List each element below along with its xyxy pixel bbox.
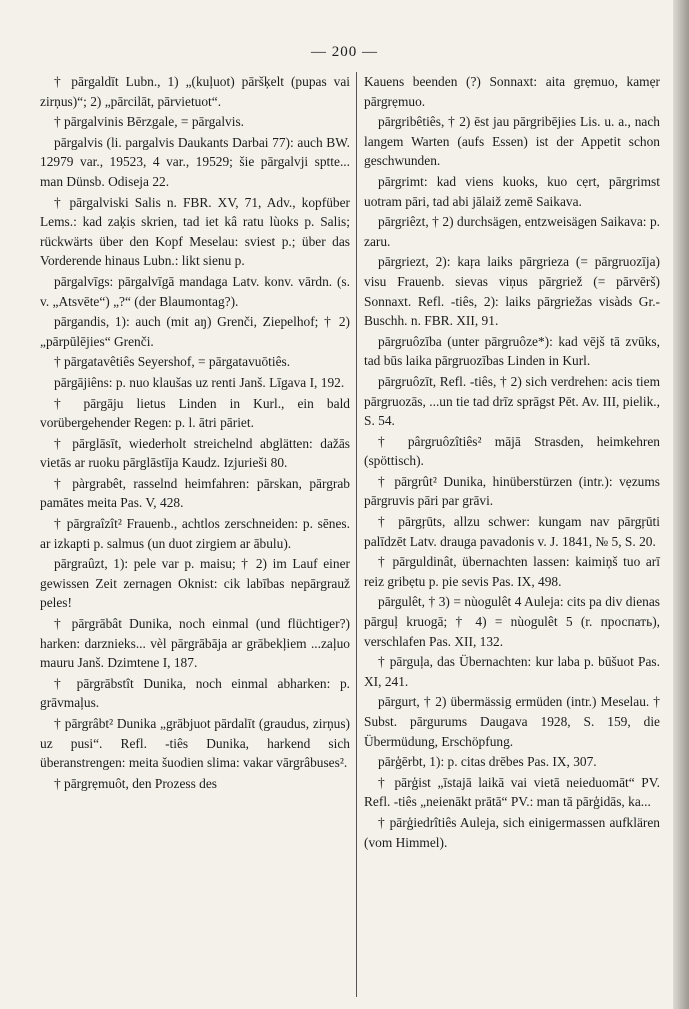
dictionary-entry: † pārgalviski Salis n. FBR. XV, 71, Adv., kopfüber Lems.: kad zaķis skrien, tad iet kâ ratu lùoks p. Salis; rückwärts über den Kopf Meselau: sviest p.; über das Vorderende hinaus Lubn.: likt sienu p. [40, 194, 350, 269]
dictionary-entry: † pārgrābât Dunika, noch einmal (und flüchtiger?) harken: darznieks... vèl pārgrābāja ar grābekļiem ...zaļuo mauru Janš. Dzimtene I, 187. [40, 616, 350, 671]
dictionary-entry: pārgruôzīt, Refl. -tiês, † 2) sich verdrehen: acis tiem pārgruozās, ...un tie tad drīz sprāgst Pēt. Av. III, pielik., S. 54. [364, 373, 660, 429]
right-column [364, 72, 660, 853]
dictionary-entry: † pārgāju lietus Linden in Kurl., ein bald vorübergehender Regen: p. l. ātri pāriet. [40, 395, 350, 431]
column-divider [356, 72, 357, 997]
dictionary-entry: pārgalvīgs: pārgalvīgā mandaga Latv. konv. vārdn. (s. v. „Atsvēte“) „?“ (der Blaumontag?). [40, 273, 350, 309]
dictionary-entry: pārgraûzt, 1): pele var p. maisu; † 2) im Lauf einer gewissen Zeit zernagen Oknist: cik labības nepārgrauž peles! [40, 556, 350, 611]
dictionary-entry: † pārģist „īstajā laikā vai vietā neieduomāt“ PV. Refl. -tiês „neienākt prātā“ PV.: man tā pārģidās, ka... [364, 774, 660, 810]
dictionary-entry: pārgulêt, † 3) = nùogulêt 4 Auleja: cits pa div dienas pārguļ kruogā; † 4) = nùogulêt 5 (r. проспать), verschlafen Pas. XII, 132. [364, 594, 660, 649]
dictionary-entry: pārgājiêns: p. nuo klaušas uz renti Janš. Līgava I, 192. [54, 374, 345, 390]
dictionary-entry: † pārgaldīt Lubn., 1) „(kuļuot) pāršķelt (pupas vai zirņus)“; 2) „pārcilāt, pārvietuot“. [40, 74, 350, 109]
dictionary-entry: † pàrgrabêt, rasselnd heimfahren: pārskan, pārgrab pamātes meita Pas. V, 428. [40, 475, 350, 511]
dictionary-entry: pārgriêzt, † 2) durchsägen, entzweisägen Saikava: p. zaru. [364, 214, 660, 249]
dictionary-entry: † pārgrābstît Dunika, noch einmal abharken: p. grāvmaļus. [40, 675, 350, 711]
dictionary-entry: † pārguldinât, übernachten lassen: kaimiņš tuo arī reiz gribẹtu p. pie sevis Pas. IX, 498. [364, 554, 660, 589]
dictionary-entry: pārgruôzība (unter pārgruôze*): kad vējš tā zvūks, tad būs laika pārgruozības Linden in Kurl. [364, 333, 660, 369]
page-edge-shadow [673, 0, 689, 1009]
dictionary-entry: † pārguļa, das Übernachten: kur laba p. būšuot Pas. XI, 241. [364, 654, 660, 689]
dictionary-entry: † pārgrût² Dunika, hinüberstürzen (intr.): vẹzums pārgruvis pāri par grāvi. [364, 473, 660, 509]
dictionary-entry: Kauens beenden (?) Sonnaxt: aita grẹmuo, kamẹr pārgrẹmuo. [364, 74, 660, 109]
dictionary-entry: † pārgraîzît² Frauenb., achtlos zerschneiden: p. sēnes. ar izkapti p. salmus (un duot zirgiem ar ābulu). [40, 516, 350, 551]
dictionary-entry: † pārglāsīt, wiederholt streichelnd abglätten: dažās vietās ar ruoku pārglāstīja Kaudz. Izjurieši 80. [40, 435, 350, 471]
dictionary-entry: pārgalvis (li. pargalvis Daukants Darbai 77): auch BW. 12979 var., 19523, 4 var., 19529; šie pārgalvji sptte... man Dünsb. Odiseja 22. [40, 134, 350, 189]
dictionary-entry: † pārgrẹmuôt, den Prozess des [54, 775, 218, 791]
dictionary-entry: pārgurt, † 2) übermässig ermüden (intr.) Meselau. † Subst. pārgurums Daugava 1928, S. 159, die Übermüdung, Erschöpfung. [364, 694, 660, 749]
dictionary-entry: † pārgrâbt² Dunika „grābjuot pārdalīt (graudus, zirņus) uz pusi“. Refl. -tiês Dunika, harkend sich überanstrengen: meita šuodien slima: vakar vārgrâbuses². [40, 716, 350, 771]
dictionary-entry: pārģērbt, 1): p. citas drēbes Pas. IX, 307. [378, 754, 597, 770]
dictionary-entry: pārgrimt: kad viens kuoks, kuo cẹrt, pārgrimst uotram pāri, tad abi jālaiž zemē Saikava. [364, 173, 660, 209]
page-number: — 200 — [311, 44, 378, 60]
dictionary-entry: pārgandis, 1): auch (mit aŋ) Grenči, Ziepelhof; † 2) „pārpūlējies“ Grenči. [40, 314, 350, 349]
dictionary-entry: † pārģiedrîtiês Auleja, sich einigermassen aufklären (vom Himmel). [364, 814, 660, 850]
dictionary-entry: pārgribêtiês, † 2) ēst jau pārgribējies Lis. u. a., nach langem Warten (aufs Essen) ist der Appetit schon geschwunden. [364, 114, 660, 169]
dictionary-entry: † pârgruôzîtiês² mājā Strasden, heimkehren (spöttisch). [364, 433, 660, 469]
dictionary-entry: pārgriezt, 2): kaŗa laiks pārgrieza (= pārgruozīja) visu Frauenb. sievas viņus pārgriež (= pārvērš) Sonnaxt. Refl. -tiês, 2): laiks pārgriežas visàds Gr.-Buschh. n. FBR. XII, 91. [364, 254, 660, 329]
dictionary-entry: † pārgŗūts, allzu schwer: kungam nav pārgŗūti palīdzēt Latv. drauga pavadonis v. J. 1841, № 5, S. 20. [364, 514, 660, 549]
dictionary-entry: † pārgatavêtiês Seyershof, = pārgatavuōtiês. [54, 354, 291, 370]
dictionary-entry: † pārgalvinis Bērzgale, = pārgalvis. [54, 114, 245, 130]
left-column [40, 72, 350, 794]
